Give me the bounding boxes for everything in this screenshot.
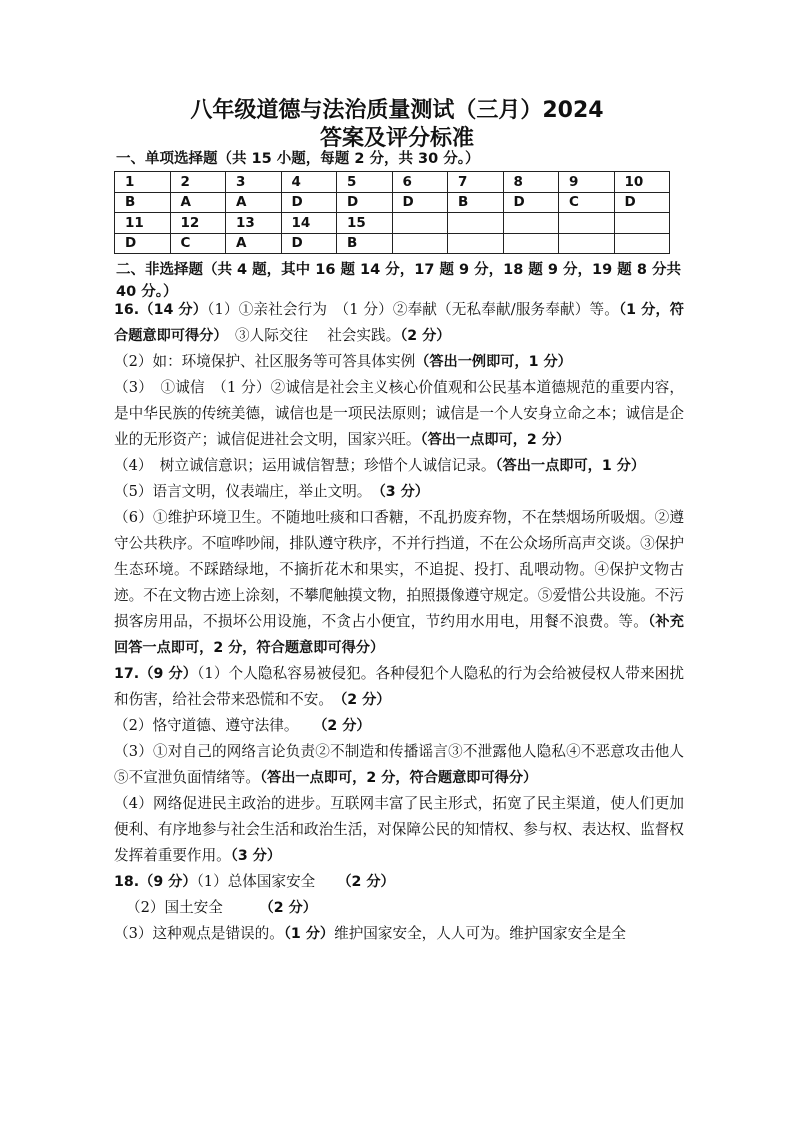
question-number-cell	[392, 213, 448, 234]
q16-heading: 16.（14 分）	[114, 302, 208, 318]
q18-part1	[114, 869, 684, 895]
q17-part3	[114, 739, 684, 791]
q16-part5-score: （3 分）	[378, 484, 429, 500]
answer-table-row-numbers-1	[115, 172, 670, 193]
q16-part2	[114, 349, 684, 375]
question-number-cell: 8	[503, 172, 559, 193]
answer-cell	[448, 233, 504, 254]
question-number-cell	[614, 213, 670, 234]
question-number-cell: 4	[281, 172, 337, 193]
q17-part4	[114, 791, 684, 869]
answer-cell: D	[614, 192, 670, 213]
q16-part1-text: （1）①亲社会行为 （1 分）②奉献（无私奉献/服务奉献）等。	[207, 301, 619, 318]
document-title: 八年级道德与法治质量测试（三月）2024	[190, 98, 604, 123]
question-number-cell: 2	[170, 172, 226, 193]
question-number-cell	[503, 213, 559, 234]
q17-heading: 17.（9 分）	[114, 666, 198, 682]
q17-part1	[114, 661, 684, 713]
answer-cell: A	[226, 192, 282, 213]
question-number-cell: 3	[226, 172, 282, 193]
question-number-cell: 12	[170, 213, 226, 234]
q16-part4-score: （答出一点即可，1 分）	[495, 458, 646, 474]
q17-part4-text: （4）网络促进民主政治的进步。互联网丰富了民主形式，拓宽了民主渠道，使人们更加便利、有序地参与社会生活和政治生活，对保障公民的知情权、参与权、表达权、监督权发挥着重要作用。	[114, 795, 684, 864]
q18-heading: 18.（9 分）	[114, 874, 197, 890]
question-number-cell: 10	[614, 172, 670, 193]
q18-part1-score: （2 分）	[344, 874, 395, 890]
answer-table-row-answers-1	[115, 192, 670, 213]
question-number-cell: 5	[337, 172, 393, 193]
answer-cell: B	[115, 192, 171, 213]
q17-part1-text: （1）个人隐私容易被侵犯。各种侵犯个人隐私的行为会给被侵权人带来困扰和伤害，给社会带来恐慌和不安。	[114, 665, 684, 708]
answer-cell: D	[392, 192, 448, 213]
q16-part2-text: （2）如：环境保护、社区服务等可答具体实例	[114, 353, 416, 370]
q16-part1-text-2: ③人际交往 社会实践。	[220, 327, 401, 344]
answer-table-row-numbers-2	[115, 213, 670, 234]
q17-part2-score: （2 分）	[320, 718, 371, 734]
q18-part2	[114, 895, 684, 921]
q16-part1-score-2: （2 分）	[400, 328, 451, 344]
q17-part4-score: （3 分）	[230, 848, 282, 864]
q16-part6-score: （补充回答一点即可，2 分，符合题意即可得分）	[114, 614, 684, 656]
q16-part2-score: （答出一例即可，1 分）	[415, 354, 572, 370]
answer-cell: A	[170, 192, 226, 213]
q16-part4	[114, 453, 684, 479]
question-number-cell: 15	[337, 213, 393, 234]
q18-part3-score: （1 分）	[283, 926, 335, 942]
section2-heading: 二、非选择题（共 4 题，其中 16 题 14 分，17 题 9 分，18 题 9 分，19 题 8 分共 40 分。）	[116, 262, 681, 300]
question-number-cell	[559, 213, 615, 234]
q16-part1-score: （1 分，符合题意即可得分）	[114, 302, 684, 344]
answer-body	[114, 297, 684, 947]
question-number-cell: 11	[115, 213, 171, 234]
question-number-cell: 9	[559, 172, 615, 193]
q16-part3-score: （答出一点即可，2 分）	[420, 432, 571, 448]
answer-cell	[503, 233, 559, 254]
answer-table	[114, 171, 670, 254]
answer-cell: D	[503, 192, 559, 213]
answer-cell: D	[281, 192, 337, 213]
q16-part4-text: （4） 树立诚信意识；运用诚信智慧；珍惜个人诚信记录。	[114, 457, 496, 474]
q16-part3-text: （3） ①诚信 （1 分）②诚信是社会主义核心价值观和公民基本道德规范的重要内容，是中华民族的传统美德，诚信也是一项民法原则；诚信是一个人安身立命之本；诚信是企业的无形资产；诚信促进社会文明，国家兴旺。	[114, 379, 684, 448]
question-number-cell	[448, 213, 504, 234]
q18-part1-text: （1）总体国家安全	[196, 873, 345, 890]
question-number-cell: 13	[226, 213, 282, 234]
answer-cell: C	[170, 233, 226, 254]
question-number-cell: 7	[448, 172, 504, 193]
answer-table-row-answers-2	[115, 233, 670, 254]
q16-part5-text: （5）语言文明，仪表端庄，举止文明。	[114, 483, 379, 500]
q17-part3-text: （3）①对自己的网络言论负责②不制造和传播谣言③不泄露他人隐私④不恶意攻击他人⑤不宣泄负面情绪等。	[114, 743, 684, 786]
answer-cell	[614, 233, 670, 254]
answer-cell: D	[281, 233, 337, 254]
q18-part2-text: （2）国土安全	[126, 899, 267, 916]
q16-part6-text: （6）①维护环境卫生。不随地吐痰和口香糖，不乱扔废弃物，不在禁烟场所吸烟。②遵守公共秩序。不喧哗吵闹，排队遵守秩序，不并行挡道，不在公众场所高声交谈。③保护生态环境。不踩踏绿地，不摘折花木和果实，不追捉、投打、乱喂动物。④保护文物古迹。不在文物古迹上涂刻，不攀爬触摸文物，拍照摄像遵守规定。⑤爱惜公共设施。不污损客房用品，不损坏公用设施，不贪占小便宜，节约用水用电，用餐不浪费。等。	[114, 509, 684, 630]
q16-part5	[114, 479, 684, 505]
q16-part3	[114, 375, 684, 453]
q18-part3	[114, 921, 684, 947]
q16-part6	[114, 505, 684, 661]
answer-cell: B	[448, 192, 504, 213]
answer-cell: B	[337, 233, 393, 254]
answer-cell: C	[559, 192, 615, 213]
question-number-cell: 14	[281, 213, 337, 234]
q17-part2-text: （2）恪守道德、遵守法律。	[114, 717, 321, 734]
answer-cell: D	[115, 233, 171, 254]
q17-part3-score: （答出一点即可，2 分，符合题意即可得分）	[259, 770, 538, 786]
section1-heading: 一、单项选择题（共 15 小题，每题 2 分，共 30 分。）	[116, 151, 480, 167]
document-subtitle: 答案及评分标准	[319, 126, 474, 151]
answer-cell: A	[226, 233, 282, 254]
q17-part2	[114, 713, 684, 739]
question-number-cell: 6	[392, 172, 448, 193]
q16-part1	[114, 297, 684, 349]
question-number-cell: 1	[115, 172, 171, 193]
q18-part3-text: （3）这种观点是错误的。	[114, 925, 284, 942]
q18-part2-score: （2 分）	[266, 900, 317, 916]
answer-cell: D	[337, 192, 393, 213]
answer-cell	[392, 233, 448, 254]
q18-part3-text-2: 维护国家安全，人人可为。维护国家安全是全	[334, 925, 626, 942]
answer-cell	[559, 233, 615, 254]
q17-part1-score: （2 分）	[340, 692, 391, 708]
